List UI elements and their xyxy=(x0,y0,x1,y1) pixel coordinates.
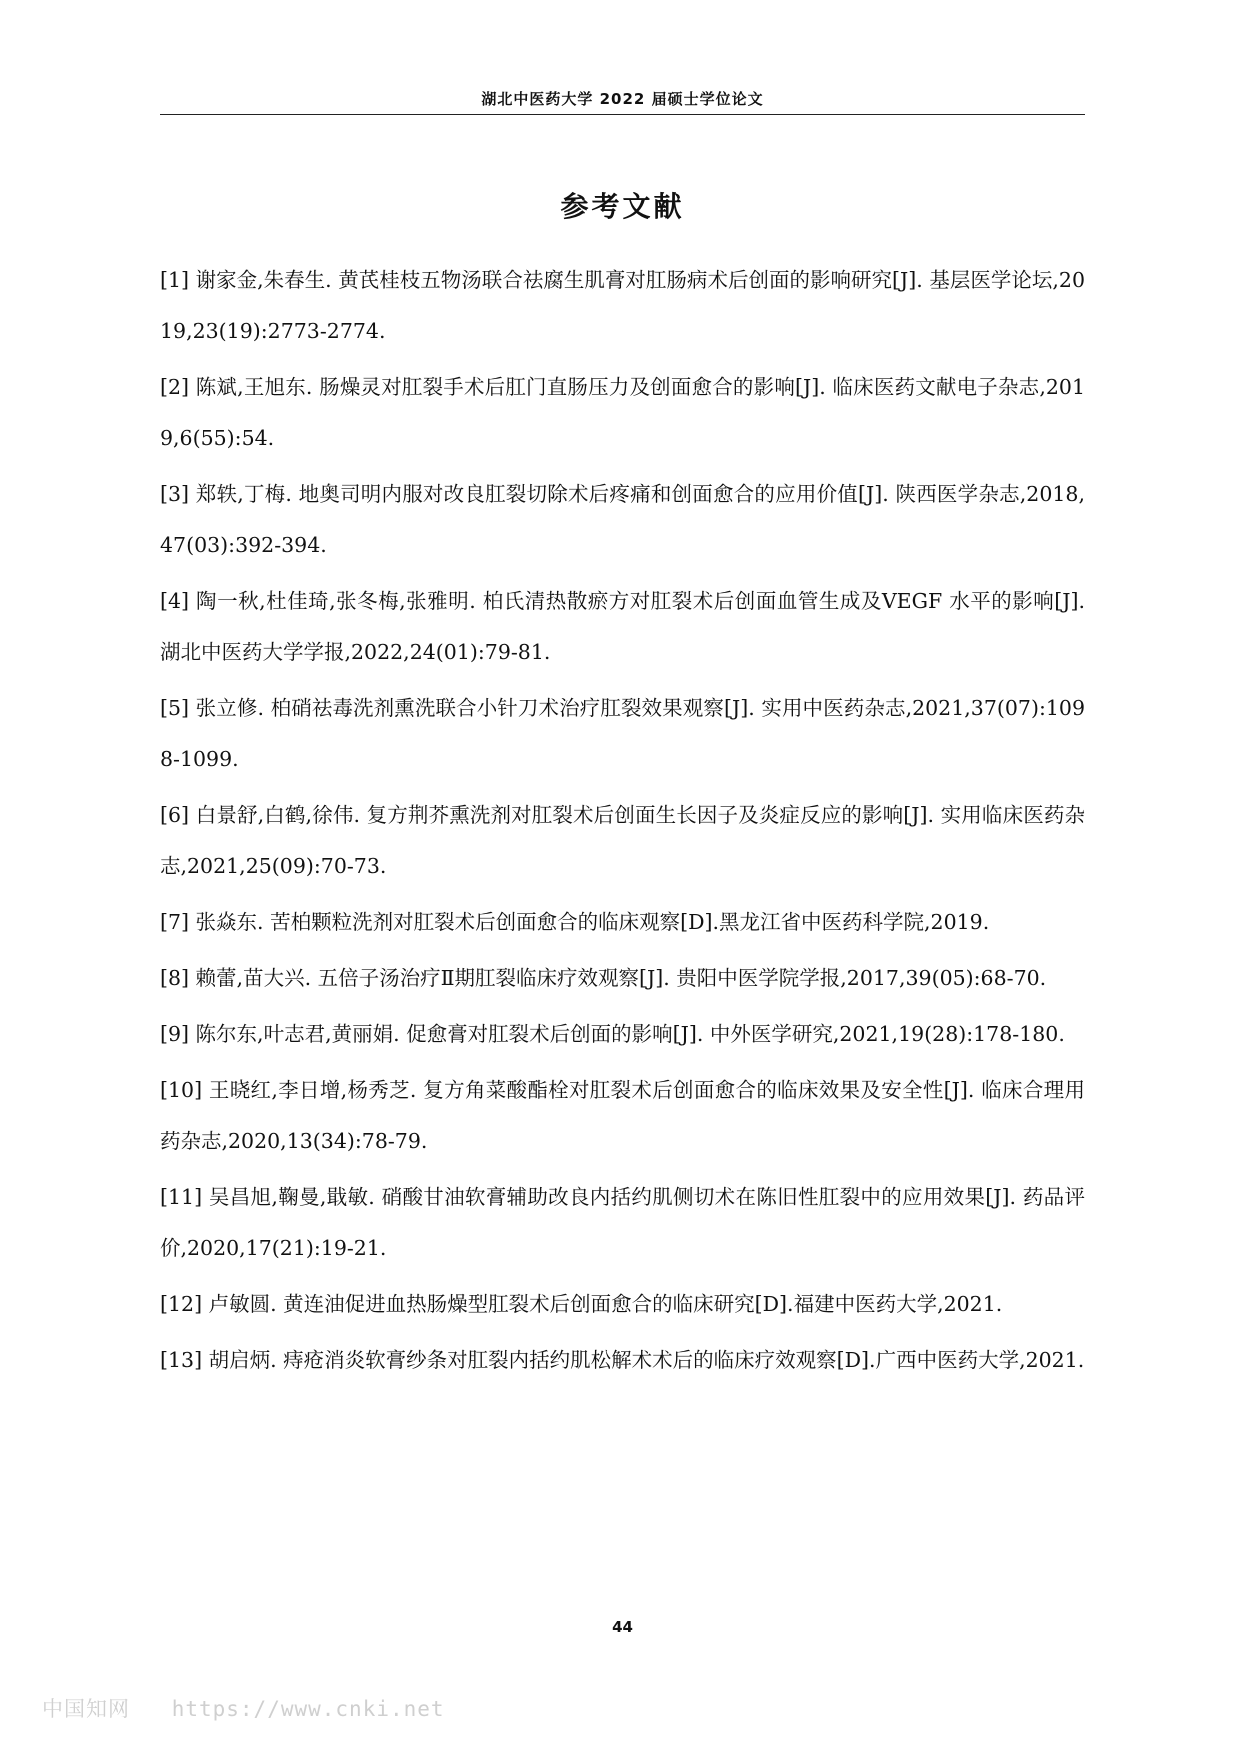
reference-item-13: [13] 胡启炳. 痔疮消炎软膏纱条对肛裂内括约肌松解术术后的临床疗效观察[D].广西中医药大学,2021. xyxy=(160,1348,1085,1372)
header-divider xyxy=(160,114,1085,115)
watermark-url: https://www.cnki.net xyxy=(171,1697,445,1721)
reference-item-12: [12] 卢敏圆. 黄连油促进血热肠燥型肛裂术后创面愈合的临床研究[D].福建中医药大学,2021. xyxy=(160,1292,1003,1316)
cnki-watermark xyxy=(42,1693,445,1723)
reference-item-8: [8] 赖蕾,苗大兴. 五倍子汤治疗Ⅱ期肛裂临床疗效观察[J]. 贵阳中医学院学报,2017,39(05):68-70. xyxy=(160,966,1047,990)
reference-item-5: [5] 张立修. 柏硝祛毒洗剂熏洗联合小针刀术治疗肛裂效果观察[J]. 实用中医药杂志,2021,37(07):1098-1099. xyxy=(160,696,1085,771)
watermark-logo-text: 中国知网 xyxy=(42,1697,130,1721)
reference-item-4: [4] 陶一秋,杜佳琦,张冬梅,张雅明. 柏氏清热散瘀方对肛裂术后创面血管生成及VEGF 水平的影响[J]. 湖北中医药大学学报,2022,24(01):79-81. xyxy=(160,589,1085,664)
reference-item-3: [3] 郑轶,丁梅. 地奥司明内服对改良肛裂切除术后疼痛和创面愈合的应用价值[J]. 陕西医学杂志,2018,47(03):392-394. xyxy=(160,482,1085,557)
reference-list xyxy=(160,255,1085,1386)
section-title: 参考文献 xyxy=(560,189,685,223)
reference-item-6: [6] 白景舒,白鹤,徐伟. 复方荆芥熏洗剂对肛裂术后创面生长因子及炎症反应的影响[J]. 实用临床医药杂志,2021,25(09):70-73. xyxy=(160,803,1085,878)
page-number: 44 xyxy=(612,1618,633,1636)
reference-item-2: [2] 陈斌,王旭东. 肠燥灵对肛裂手术后肛门直肠压力及创面愈合的影响[J]. 临床医药文献电子杂志,2019,6(55):54. xyxy=(160,375,1085,450)
running-header: 湖北中医药大学 2022 届硕士学位论文 xyxy=(481,90,764,108)
reference-item-7: [7] 张焱东. 苦柏颗粒洗剂对肛裂术后创面愈合的临床观察[D].黑龙江省中医药科学院,2019. xyxy=(160,910,990,934)
reference-item-10: [10] 王晓红,李日增,杨秀芝. 复方角菜酸酯栓对肛裂术后创面愈合的临床效果及安全性[J]. 临床合理用药杂志,2020,13(34):78-79. xyxy=(160,1078,1085,1153)
reference-item-11: [11] 吴昌旭,鞠曼,戢敏. 硝酸甘油软膏辅助改良内括约肌侧切术在陈旧性肛裂中的应用效果[J]. 药品评价,2020,17(21):19-21. xyxy=(160,1185,1085,1260)
reference-item-1: [1] 谢家金,朱春生. 黄芪桂枝五物汤联合祛腐生肌膏对肛肠病术后创面的影响研究[J]. 基层医学论坛,2019,23(19):2773-2774. xyxy=(160,268,1085,343)
reference-item-9: [9] 陈尔东,叶志君,黄丽娟. 促愈膏对肛裂术后创面的影响[J]. 中外医学研究,2021,19(28):178-180. xyxy=(160,1022,1065,1046)
